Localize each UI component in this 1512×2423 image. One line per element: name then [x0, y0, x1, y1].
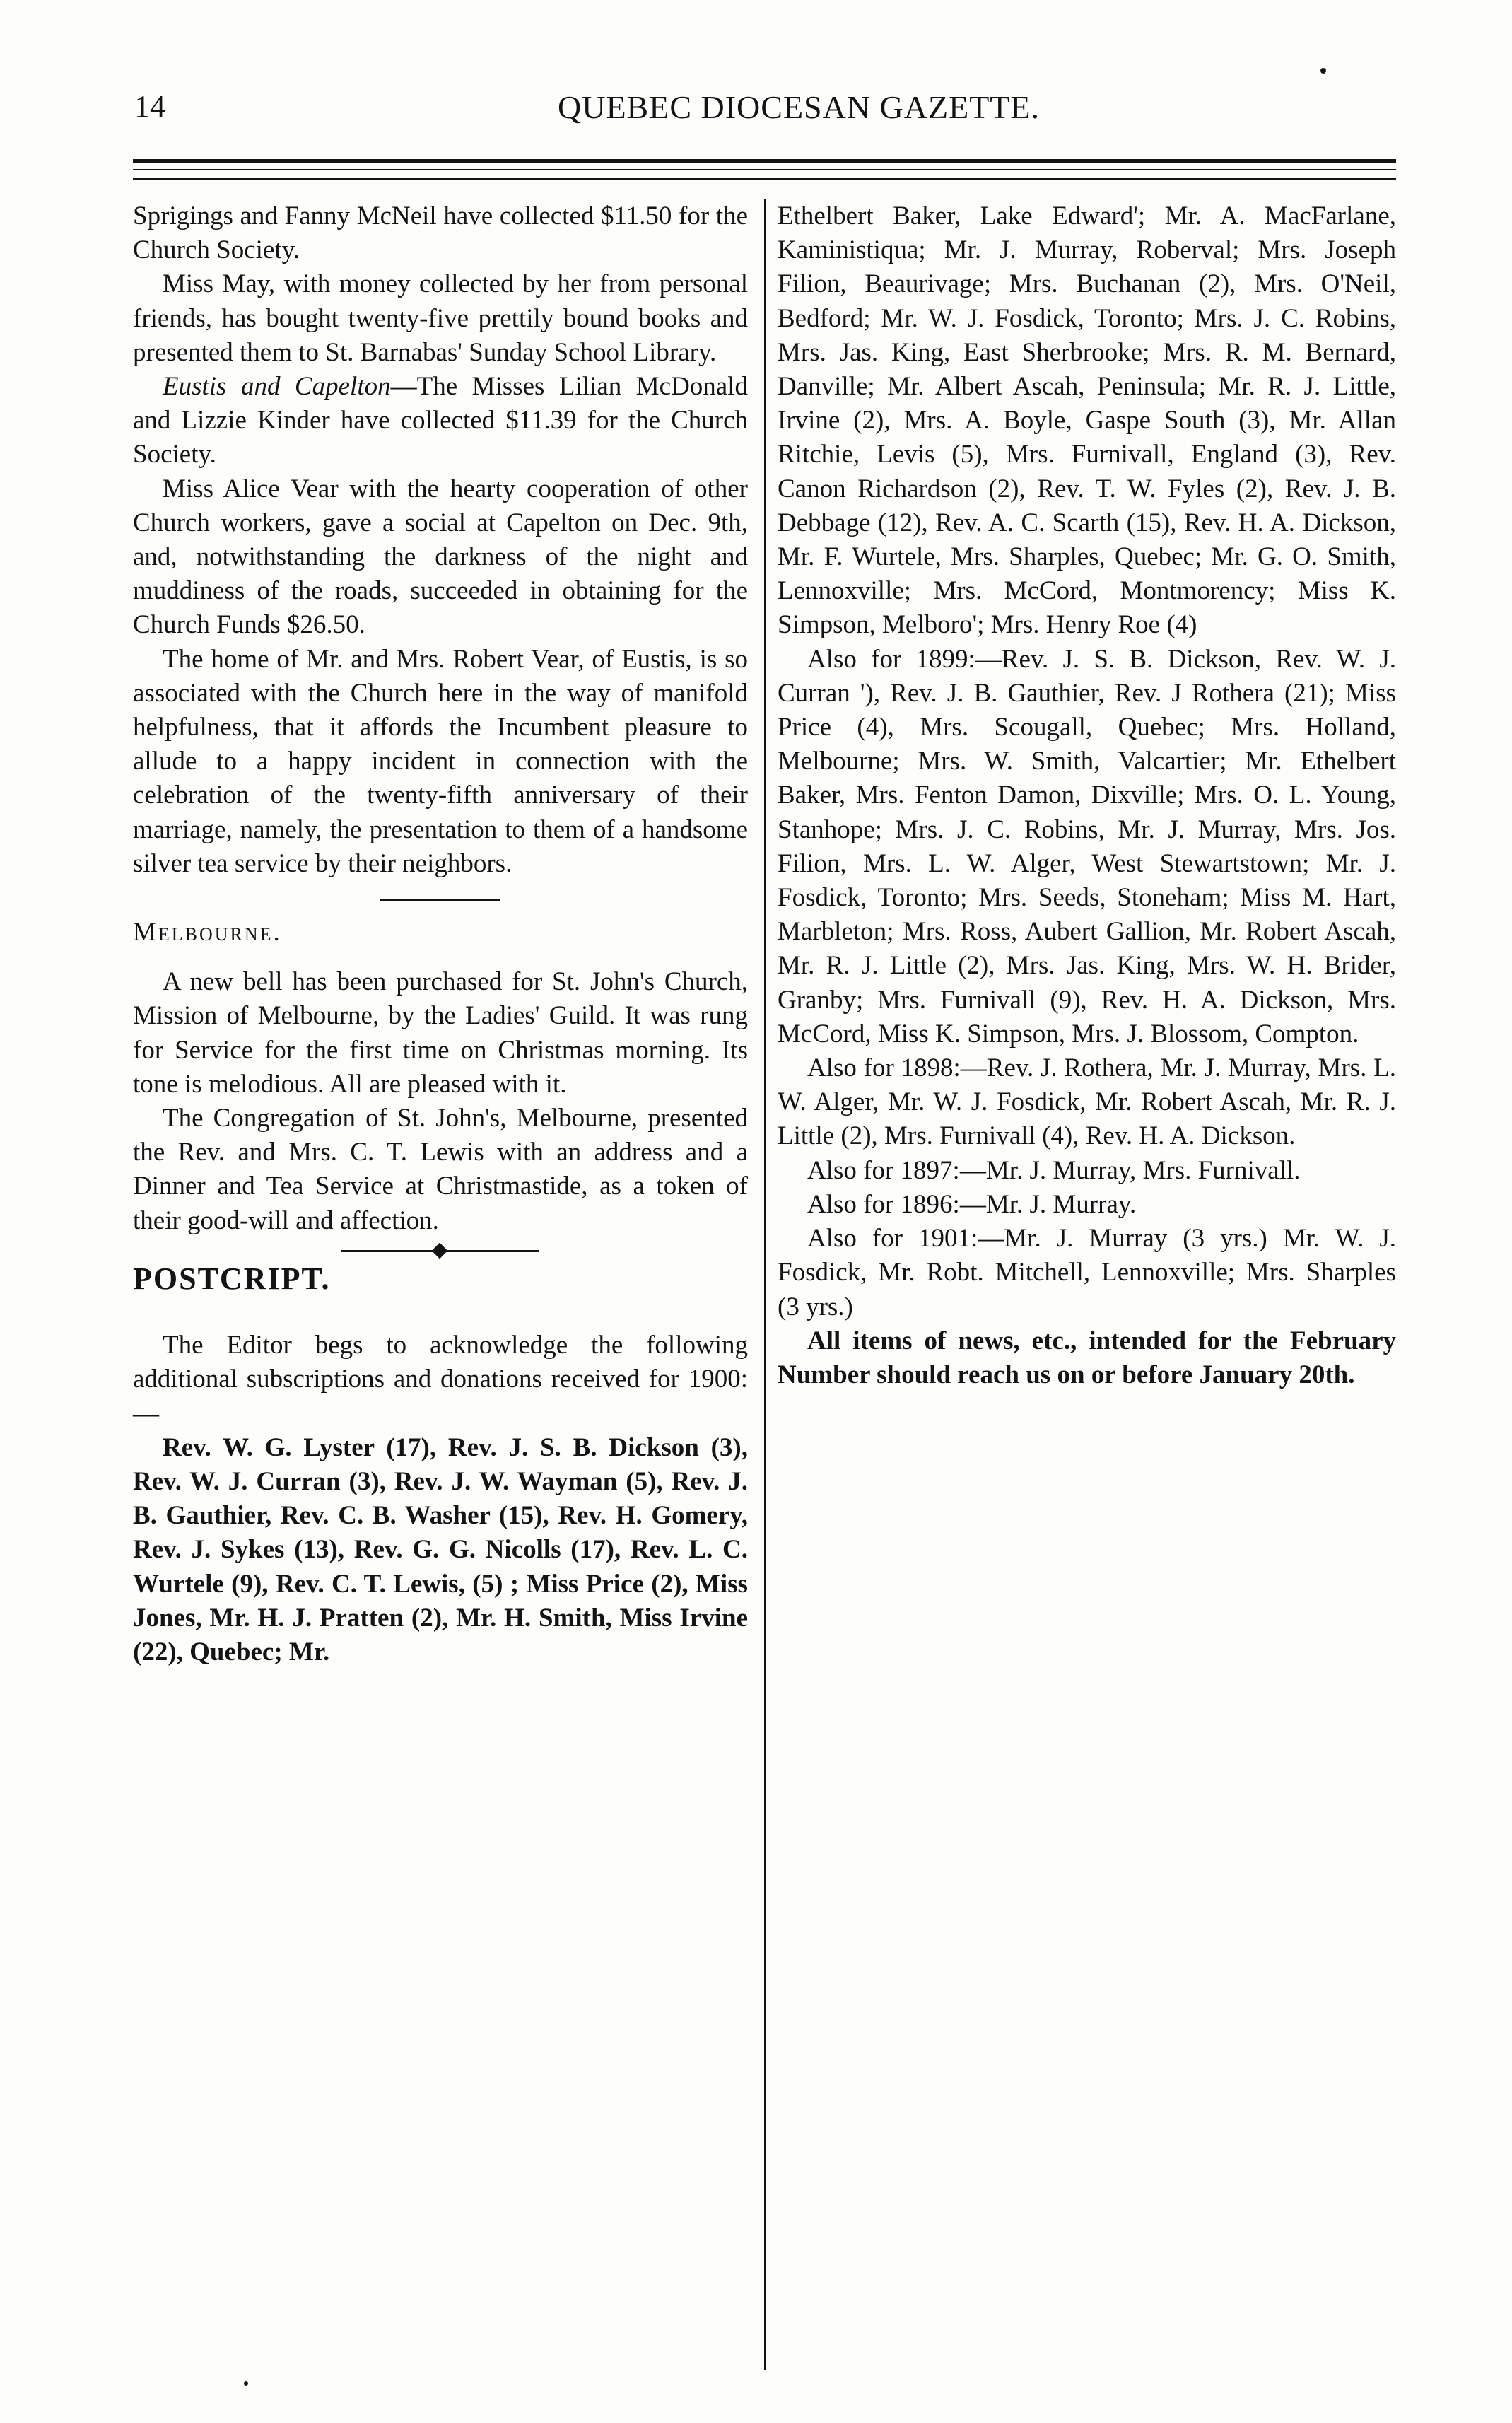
postscript-heading: POSTCRIPT. [133, 1261, 331, 1296]
paragraph-also-1899: Also for 1899:—Rev. J. S. B. Dickson, Rev. W. J. Curran '), Rev. J. B. Gauthier, Rev. J Rothera (21); Miss Price (4), Mrs. Scougall, Quebec; Mrs. Holland, Melbourne; Mrs. W. Smith, Valcartier; Mr. Ethelbert Baker, Mrs. Fenton Damon, Dixville; Mrs. O. L. Young, Stanhope; Mrs. J. C. Robins, Mr. J. Murray, Mrs. Jos. Filion, Mrs. L. W. Alger, West Stewartstown; Mr. J. Fosdick, Toronto; Mrs. Seeds, Stoneham; Miss M. Hart, Marbleton; Mrs. Ross, Aubert Gallion, Mr. Robert Ascah, Mr. R. J. Little (2), Mrs. Jas. King, Mrs. W. H. Brider, Granby; Mrs. Furnivall (9), Rev. H. A. Dickson, Mrs. McCord, Miss K. Simpson, Mrs. J. Blossom, Compton. [778, 644, 1396, 1049]
paragraph-sprigings: Sprigings and Fanny McNeil have collected $11.50 for the Church Society. [133, 202, 748, 265]
header-rule-thin [133, 169, 1396, 170]
header-rule-thick [133, 159, 1396, 163]
paragraph-subscribers-1900: Rev. W. G. Lyster (17), Rev. J. S. B. Dickson (3), Rev. W. J. Curran (3), Rev. J. W. Wayman (5), Rev. J. B. Gauthier, Rev. C. B. Washer (15), Rev. H. Gomery, Rev. J. Sykes (13), Rev. G. G. Nicolls (17), Rev. L. C. Wurtele (9), Rev. C. T. Lewis, (5) ; Miss Price (2), Miss Jones, Mr. H. J. Pratten (2), Mr. H. Smith, Miss Irvine (22), Quebec; Mr. [133, 1432, 748, 1666]
paragraph-eustis-text: —The Misses Lilian McDonald and Lizzie Kinder have collected $11.39 for the Church Society. [133, 372, 748, 469]
running-title: QUEBEC DIOCESAN GAZETTE. [558, 89, 1040, 125]
section-heading-eustis: Eustis and Capelton [163, 372, 391, 402]
ink-speck-top [1320, 68, 1326, 74]
paragraph-also-1898: Also for 1898:—Rev. J. Rothera, Mr. J. Murray, Mrs. L. W. Alger, Mr. W. J. Fosdick, Mr. Robert Ascah, Mr. R. J. Little (2), Mrs. Furnivall (4), Rev. H. A. Dickson. [778, 1053, 1396, 1151]
paragraph-also-1901: Also for 1901:—Mr. J. Murray (3 yrs.) Mr. W. J. Fosdick, Mr. Robt. Mitchell, Lennoxville; Mrs. Sharples (3 yrs.) [778, 1224, 1396, 1321]
paragraph-alice-vear: Miss Alice Vear with the hearty cooperation of other Church workers, gave a social at Capelton on Dec. 9th, and, notwithstanding the darkness of the night and muddiness of the roads, succeeded in obtaining for the Church Funds $26.50. [133, 474, 748, 640]
right-column [778, 199, 1396, 1392]
paragraph-new-bell: A new bell has been purchased for St. John's Church, Mission of Melbourne, by the Ladies' Guild. It was rung for Service for the first time on Christmas morning. Its tone is melodious. All are pleased with it. [133, 967, 748, 1099]
paragraph-subscribers-continued: Ethelbert Baker, Lake Edward'; Mr. A. MacFarlane, Kaministiqua; Mr. J. Murray, Roberval; Mrs. Joseph Filion, Beaurivage; Mrs. Buchanan (2), Mrs. O'Neil, Bedford; Mr. W. J. Fosdick, Toronto; Mrs. J. C. Robins, Mrs. Jas. King, East Sherbrooke; Mrs. R. M. Bernard, Danville; Mr. Albert Ascah, Peninsula; Mr. R. J. Little, Irvine (2), Mrs. A. Boyle, Gaspe South (3), Mr. Allan Ritchie, Levis (5), Mrs. Furnivall, England (3), Rev. Canon Richardson (2), Rev. T. W. Fyles (2), Rev. J. B. Debbage (12), Rev. A. C. Scarth (15), Rev. H. A. Dickson, Mr. F. Wurtele, Mrs. Sharples, Quebec; Mr. G. O. Smith, Lennoxville; Mrs. McCord, Montmorency; Miss K. Simpson, Melboro'; Mrs. Henry Roe (4) [778, 202, 1396, 640]
paragraph-also-1896: Also for 1896:—Mr. J. Murray. [807, 1189, 1137, 1219]
column-divider [764, 199, 766, 2370]
paragraph-also-1897: Also for 1897:—Mr. J. Murray, Mrs. Furnivall. [807, 1155, 1301, 1185]
paragraph-news-deadline: All items of news, etc., intended for the February Number should reach us on or before January 20th. [778, 1326, 1396, 1389]
paragraph-eustis [133, 370, 748, 472]
ink-speck-bottom [244, 2381, 248, 2386]
paragraph-robert-vear: The home of Mr. and Mrs. Robert Vear, of Eustis, is so associated with the Church here in the way of manifold helpfulness, that it affords the Incumbent pleasure to allude to a happy incident in connection with the celebration of the twenty-fifth anniversary of their marriage, namely, the presentation to them of a handsome silver tea service by their neighbors. [133, 644, 748, 878]
ornament-divider [341, 1241, 539, 1262]
page-number: 14 [134, 89, 165, 124]
paragraph-miss-may: Miss May, with money collected by her from personal friends, has bought twenty-five prettily bound books and presented them to St. Barnabas' Sunday School Library. [133, 269, 748, 367]
diamond-ornament-icon [432, 1243, 448, 1259]
section-heading-melbourne: Melbourne. [133, 918, 282, 947]
paragraph-congregation: The Congregation of St. John's, Melbourne, presented the Rev. and Mrs. C. T. Lewis with an address and a Dinner and Tea Service at Christmastide, as a token of their good-will and affection. [133, 1104, 748, 1235]
left-column [133, 199, 748, 1669]
paragraph-editor-acknowledges: The Editor begs to acknowledge the following additional subscriptions and donations received for 1900:— [133, 1331, 748, 1428]
header-rule-lower [133, 178, 1396, 180]
